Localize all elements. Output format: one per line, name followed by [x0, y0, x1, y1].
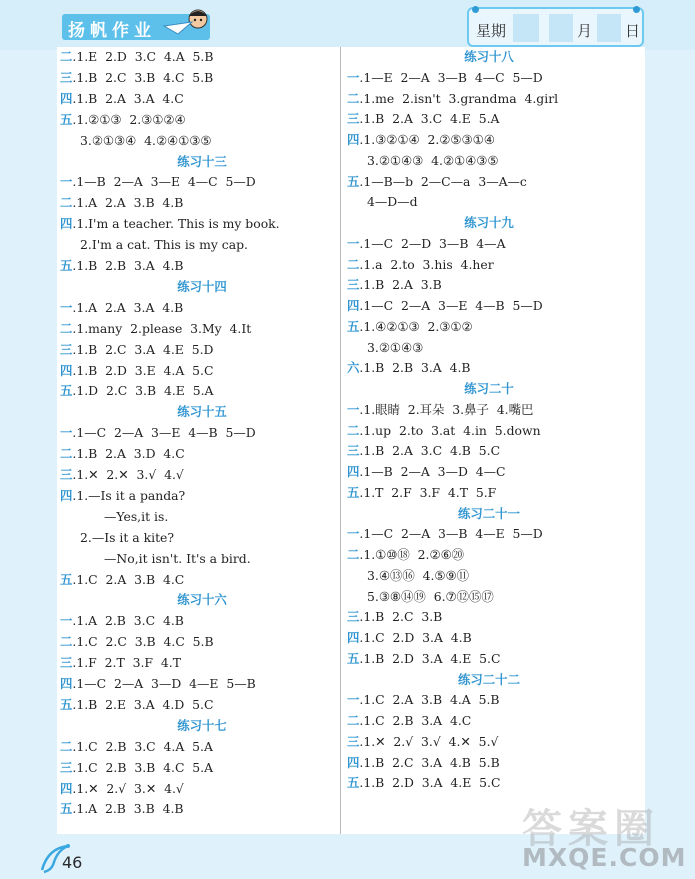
- answer-text: .1—E 2—A 3—B 4—C 5—D: [359, 69, 543, 85]
- question-number: 三: [60, 341, 73, 357]
- answer-row: [60, 758, 213, 778]
- answer-text: .1—C 2—D 3—B 4—A: [359, 235, 506, 251]
- answer-row: [60, 319, 251, 339]
- answer-text: .1.C 2.A 3.B 4.C: [72, 571, 185, 587]
- answer-row: [60, 444, 185, 464]
- answer-continuation: 3.②①④③: [367, 339, 424, 355]
- answer-row: [347, 421, 541, 441]
- section-title: 练习十六: [177, 592, 227, 608]
- question-number: 一: [347, 526, 360, 542]
- question-number: 五: [60, 801, 73, 817]
- answer-text: .1.B 2.A 3.C 4.E 5.A: [359, 111, 500, 127]
- question-number: 四: [60, 362, 73, 378]
- answer-text: .1—C 2—A 3—E 4—B 5—D: [359, 298, 543, 313]
- answer-text: .1.D 2.C 3.B 4.E 5.A: [72, 383, 214, 399]
- answer-text: .1.C 2.C 3.B 4.C 5.B: [72, 634, 214, 650]
- question-number: 四: [60, 487, 73, 503]
- section-title: 练习十九: [464, 215, 514, 230]
- section-title: 练习二十一: [458, 505, 520, 521]
- answer-continuation: 3.④⑬⑯ 4.⑤⑨⑪: [367, 567, 470, 583]
- answer-text: .1.up 2.to 3.at 4.in 5.down: [359, 422, 541, 438]
- answer-text: .1.C 2.B 3.A 4.C: [359, 713, 472, 728]
- answer-continuation: —Yes,it is.: [104, 508, 169, 524]
- answer-row: [347, 711, 471, 731]
- answer-text: .1.✕ 2.✕ 3.√ 4.√: [72, 467, 184, 482]
- answer-row: [347, 607, 442, 627]
- answer-continuation: 3.②①④③ 4.②①④③⑤: [367, 152, 499, 168]
- month-blank[interactable]: [549, 14, 573, 42]
- answer-text: .1.A 2.B 3.B 4.B: [72, 801, 184, 817]
- answer-row: [60, 256, 184, 276]
- answer-text: .1.A 2.B 3.C 4.B: [72, 613, 184, 629]
- answer-row: [347, 275, 442, 295]
- question-number: 五: [60, 571, 73, 587]
- question-number: 四: [347, 630, 360, 645]
- question-number: 二: [60, 320, 73, 336]
- week-label: 星期: [476, 22, 507, 40]
- pin-icon: [472, 6, 479, 13]
- question-number: 三: [60, 655, 73, 671]
- answer-text: .1.a 2.to 3.his 4.her: [359, 256, 494, 272]
- question-number: 三: [347, 733, 360, 749]
- question-number: 五: [347, 484, 360, 500]
- answer-text: .1.②①③ 2.③①②④: [72, 111, 186, 127]
- question-number: 四: [60, 90, 73, 106]
- month-label: 月: [577, 22, 593, 40]
- answer-row: [347, 317, 473, 337]
- question-number: 五: [60, 696, 73, 712]
- question-number: 二: [347, 547, 360, 562]
- answer-row: [60, 193, 183, 213]
- page-number: 46: [62, 853, 83, 872]
- question-number: 三: [347, 111, 360, 127]
- question-number: 四: [60, 780, 73, 796]
- answer-row: [60, 381, 213, 401]
- answer-row: [60, 632, 214, 652]
- answer-row: [60, 611, 184, 631]
- answer-text: .1.me 2.isn't 3.grandma 4.girl: [359, 90, 559, 106]
- answer-text: .1.A 2.A 3.B 4.B: [72, 195, 184, 211]
- answer-text: .1.B 2.D 3.E 4.A 5.C: [72, 362, 214, 378]
- answer-text: .1.①⑩⑱ 2.②⑥⑳: [359, 547, 465, 562]
- section-title: 练习十八: [464, 49, 514, 64]
- answer-row: [347, 358, 471, 378]
- question-number: 二: [60, 446, 73, 462]
- section-title: 练习十三: [177, 153, 227, 169]
- answer-text: .1.B 2.B 3.A 4.B: [359, 360, 471, 376]
- answer-row: [60, 695, 213, 715]
- question-number: 一: [60, 174, 73, 190]
- question-number: 一: [347, 401, 360, 417]
- answer-text: .1.F 2.T 3.F 4.T: [72, 655, 181, 671]
- question-number: 二: [60, 634, 73, 650]
- answer-continuation: 5.③⑧⑭⑲ 6.⑦⑫⑮⑰: [367, 588, 494, 604]
- answer-row: [60, 47, 213, 67]
- answer-text: .1—B 2—A 3—D 4—C: [359, 464, 506, 479]
- question-number: 四: [347, 132, 360, 147]
- question-number: 五: [347, 775, 360, 791]
- question-number: 二: [347, 713, 360, 728]
- answer-row: [347, 628, 472, 648]
- answer-row: [60, 486, 185, 506]
- answer-text: .1.I'm a teacher. This is my book.: [72, 216, 280, 232]
- answer-text: .1.B 2.A 3.A 4.C: [72, 90, 184, 106]
- answer-row: [347, 773, 500, 793]
- question-number: 一: [60, 299, 73, 315]
- answer-text: .1.B 2.C 3.B: [359, 609, 443, 625]
- section-title: 练习十七: [177, 717, 227, 733]
- answer-row: [347, 68, 543, 88]
- answer-text: .1—C 2—A 3—B 4—E 5—D: [359, 526, 543, 542]
- answer-row: [347, 545, 464, 565]
- answer-row: [347, 89, 558, 109]
- answer-text: .1.C 2.D 3.A 4.B: [359, 630, 472, 645]
- answer-continuation: 2.I'm a cat. This is my cap.: [80, 237, 248, 253]
- answer-row: [347, 753, 500, 773]
- question-number: 五: [60, 111, 73, 127]
- answer-text: .1—C 2—A 3—D 4—E 5—B: [72, 676, 256, 691]
- answer-text: .1.T 2.F 3.F 4.T 5.F: [359, 484, 497, 500]
- answer-continuation: —No,it isn't. It's a bird.: [104, 550, 251, 566]
- answer-text: .1.C 2.B 3.C 4.A 5.A: [72, 738, 213, 754]
- answer-row: [60, 298, 183, 318]
- answer-row: [60, 465, 184, 485]
- question-number: 三: [347, 443, 360, 459]
- answer-row: [60, 68, 213, 88]
- paper-plane-mascot-icon: [162, 4, 214, 38]
- question-number: 二: [347, 256, 360, 272]
- answer-text: .1.B 2.C 3.A 4.E 5.D: [72, 341, 214, 357]
- question-number: 三: [347, 609, 360, 625]
- answer-row: [60, 361, 213, 381]
- answer-text: .1.③②①④ 2.②⑤③①④: [359, 132, 495, 147]
- question-number: 六: [347, 360, 360, 376]
- question-number: 五: [347, 173, 360, 189]
- answer-text: .1.眼睛 2.耳朵 3.鼻子 4.嘴巴: [359, 401, 534, 417]
- question-number: 四: [347, 464, 360, 479]
- answer-row: [60, 340, 213, 360]
- answer-text: .1.B 2.A 3.C 4.B 5.C: [359, 443, 501, 459]
- question-number: 三: [60, 759, 73, 775]
- answer-row: [60, 89, 184, 109]
- question-number: 四: [60, 676, 73, 691]
- answer-row: [347, 296, 543, 316]
- answer-row: [347, 441, 500, 461]
- answer-text: .1.—Is it a panda?: [72, 487, 186, 503]
- answer-row: [60, 653, 181, 673]
- answer-text: .1.✕ 2.√ 3.√ 4.✕ 5.√: [359, 733, 499, 749]
- answer-row: [60, 172, 256, 192]
- week-blank[interactable]: [513, 14, 539, 42]
- answer-continuation: 4—D—d: [367, 194, 418, 210]
- answer-text: .1.A 2.A 3.A 4.B: [72, 299, 184, 315]
- question-number: 一: [347, 235, 360, 251]
- answer-continuation: 2.—Is it a kite?: [80, 529, 175, 545]
- answer-text: .1.B 2.C 3.B 4.C 5.B: [72, 69, 214, 85]
- section-title: 练习十五: [177, 404, 227, 420]
- answer-row: [60, 779, 184, 799]
- question-number: 五: [60, 258, 73, 273]
- answer-row: [347, 732, 498, 752]
- answer-row: [347, 690, 500, 710]
- question-number: 四: [347, 754, 360, 770]
- question-number: 五: [347, 318, 360, 334]
- answer-row: [347, 109, 499, 129]
- answer-text: .1.B 2.A 3.D 4.C: [72, 446, 185, 462]
- answer-continuation: 3.②①③④ 4.②④①③⑤: [80, 132, 212, 148]
- answer-row: [60, 737, 213, 757]
- answer-row: [347, 172, 527, 192]
- question-number: 二: [60, 738, 73, 754]
- answer-text: .1.B 2.A 3.B: [359, 277, 442, 293]
- answer-text: .1.④②①③ 2.③①②: [359, 318, 473, 334]
- series-logo-text: 扬帆作业: [68, 21, 156, 41]
- answer-row: [347, 130, 495, 150]
- question-number: 一: [60, 613, 73, 629]
- answer-row: [60, 570, 184, 590]
- section-title: 练习二十: [464, 381, 514, 396]
- answer-row: [60, 423, 256, 443]
- question-number: 三: [60, 69, 73, 85]
- question-number: 二: [60, 49, 73, 64]
- answer-text: .1—C 2—A 3—E 4—B 5—D: [72, 425, 256, 441]
- question-number: 一: [347, 69, 360, 85]
- watermark-text: MXQE.COM: [522, 843, 687, 872]
- answer-row: [347, 483, 496, 503]
- answer-text: .1.C 2.A 3.B 4.A 5.B: [359, 692, 500, 708]
- answer-text: .1.many 2.please 3.My 4.It: [72, 320, 252, 336]
- section-title: 练习二十二: [458, 671, 520, 687]
- answer-row: [60, 799, 184, 819]
- svg-text:答案圈: 答案圈: [522, 806, 660, 852]
- question-number: 一: [60, 425, 73, 441]
- question-number: 二: [60, 195, 73, 211]
- question-number: 四: [347, 298, 360, 313]
- question-number: 一: [347, 692, 360, 708]
- question-number: 五: [347, 650, 360, 666]
- answer-row: [60, 674, 256, 694]
- answer-row: [347, 524, 543, 544]
- answer-row: [347, 255, 494, 275]
- answer-row: [60, 214, 280, 234]
- pin-icon: [633, 6, 640, 13]
- answer-text: .1.B 2.E 3.A 4.D 5.C: [72, 696, 214, 712]
- answer-row: [347, 400, 533, 420]
- question-number: 四: [60, 216, 73, 232]
- answer-row: [60, 110, 186, 130]
- answer-text: .1.E 2.D 3.C 4.A 5.B: [72, 49, 214, 64]
- question-number: 二: [347, 90, 360, 106]
- answer-text: .1—B 2—A 3—E 4—C 5—D: [72, 174, 256, 190]
- answer-text: .1.B 2.D 3.A 4.E 5.C: [359, 775, 501, 791]
- answer-text: .1.✕ 2.√ 3.✕ 4.√: [72, 780, 184, 796]
- answer-text: .1.B 2.C 3.A 4.B 5.B: [359, 754, 500, 770]
- question-number: 三: [60, 467, 73, 482]
- answer-text: .1.B 2.D 3.A 4.E 5.C: [359, 650, 501, 666]
- answer-text: .1.C 2.B 3.B 4.C 5.A: [72, 759, 214, 775]
- section-title: 练习十四: [177, 278, 227, 294]
- answer-row: [347, 462, 506, 482]
- day-blank[interactable]: [597, 14, 621, 42]
- question-number: 五: [60, 383, 73, 399]
- answer-text: .1—B—b 2—C—a 3—A—c: [359, 173, 527, 189]
- question-number: 二: [347, 422, 360, 438]
- answer-text: .1.B 2.B 3.A 4.B: [72, 258, 184, 273]
- question-number: 三: [347, 277, 360, 293]
- answer-row: [347, 234, 506, 254]
- answer-row: [347, 649, 500, 669]
- day-label: 日: [625, 22, 641, 40]
